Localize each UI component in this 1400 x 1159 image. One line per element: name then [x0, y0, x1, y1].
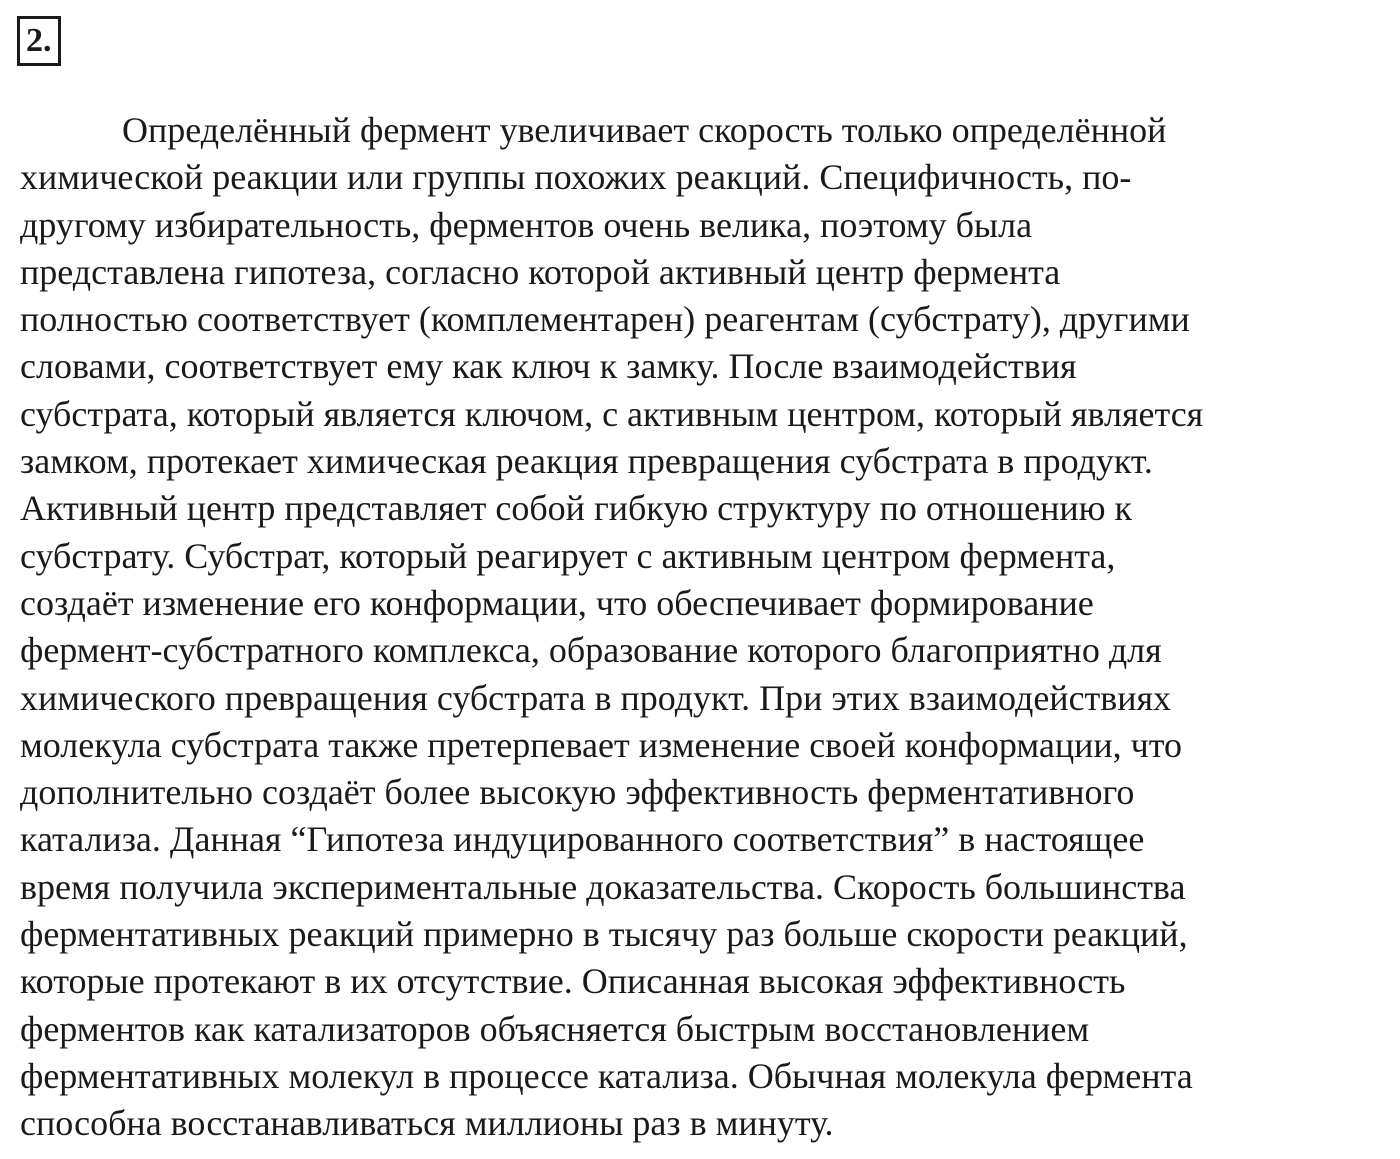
paragraph-line: ферментативных реакций примерно в тысячу раз больше скорости реакций,	[20, 914, 1188, 955]
paragraph-line: создаёт изменение его конформации, что обеспечивает формирование	[20, 582, 1094, 623]
paragraph-line: катализа. Данная “Гипотеза индуцированного соответствия” в настоящее	[20, 819, 1145, 860]
paragraph-line: словами, соответствует ему как ключ к замку. После взаимодействия	[20, 346, 1077, 387]
paragraph-line: фермент-субстратного комплекса, образование которого благоприятно для	[20, 630, 1162, 671]
paragraph-line: способна восстанавливаться миллионы раз в минуту.	[20, 1103, 834, 1144]
paragraph-line: которые протекают в их отсутствие. Описанная высокая эффективность	[20, 961, 1126, 1002]
task-number-label: 2.	[26, 22, 52, 59]
paragraph-line: субстрату. Субстрат, который реагирует с активным центром фермента,	[20, 535, 1116, 576]
paragraph-line: Активный центр представляет собой гибкую структуру по отношению к	[20, 488, 1133, 529]
paragraph-line: полностью соответствует (комплементарен) реагентам (субстрату), другими	[20, 299, 1190, 340]
paragraph-line: замком, протекает химическая реакция превращения субстрата в продукт.	[20, 441, 1153, 482]
paragraph-line: Определённый фермент увеличивает скорость только определённой	[122, 110, 1167, 150]
task-number-box	[17, 16, 61, 66]
paragraph-line: другому избирательность, ферментов очень велика, поэтому была	[20, 204, 1033, 245]
paragraph-line: дополнительно создаёт более высокую эффективность ферментативного	[20, 772, 1135, 813]
paragraph-line: субстрата, который является ключом, с активным центром, который является	[20, 393, 1204, 434]
paragraph-line: химической реакции или группы похожих реакций. Специфичность, по-	[20, 157, 1132, 198]
paragraph-line: молекула субстрата также претерпевает изменение своей конформации, что	[20, 724, 1183, 765]
answer-paragraph	[20, 107, 1392, 1148]
paragraph-line: ферментов как катализаторов объясняется быстрым восстановлением	[20, 1008, 1090, 1049]
paragraph-line: представлена гипотеза, согласно которой активный центр фермента	[20, 251, 1061, 292]
paragraph-line: время получила экспериментальные доказательства. Скорость большинства	[20, 866, 1186, 907]
paragraph-line: химического превращения субстрата в продукт. При этих взаимодействиях	[20, 677, 1172, 718]
paragraph-line: ферментативных молекул в процессе катализа. Обычная молекула фермента	[20, 1055, 1193, 1096]
